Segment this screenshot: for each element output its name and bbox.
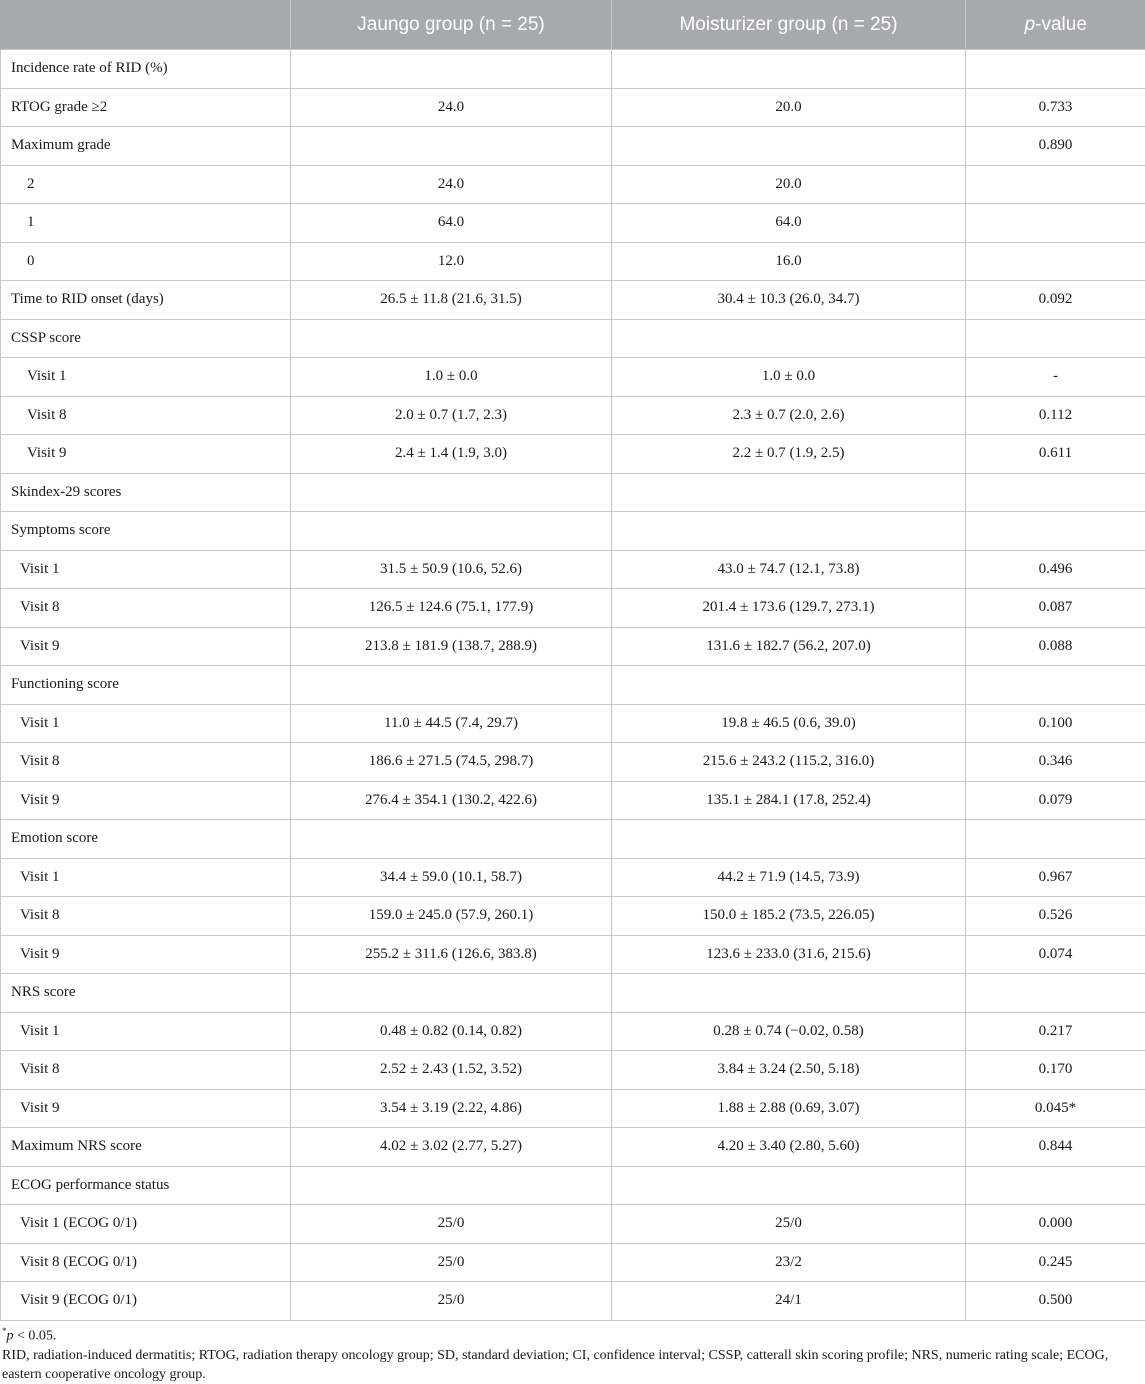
moisturizer-cell: 150.0 ± 185.2 (73.5, 226.05) [612,897,966,936]
moisturizer-cell: 20.0 [612,165,966,204]
moisturizer-cell: 25/0 [612,1205,966,1244]
table-row [1,550,1145,589]
row-label-cell: RTOG grade ≥2 [1,88,291,127]
moisturizer-cell: 215.6 ± 243.2 (115.2, 316.0) [612,743,966,782]
abbreviations-footnote: RID, radiation-induced dermatitis; RTOG, radiation therapy oncology group; SD, standard deviation; CI, confidence interval; CSSP, catterall skin scoring profile; NRS, numeric rating scale; ECOG, eastern cooperative oncology group. [2,1347,1109,1382]
jaungo-cell [291,974,612,1013]
table-row [1,88,1145,127]
p-value-cell: 0.733 [966,88,1145,127]
table-row [1,1012,1145,1051]
table-row [1,1282,1145,1321]
p-value-cell: 0.045* [966,1089,1145,1128]
p-value-cell: - [966,358,1145,397]
row-label-cell: Visit 9 [1,1089,291,1128]
moisturizer-cell: 20.0 [612,88,966,127]
header-moisturizer-group: Moisturizer group (n = 25) [612,0,966,50]
jaungo-cell: 25/0 [291,1282,612,1321]
table-row [1,396,1145,435]
moisturizer-cell: 1.0 ± 0.0 [612,358,966,397]
jaungo-cell: 64.0 [291,204,612,243]
moisturizer-cell: 1.88 ± 2.88 (0.69, 3.07) [612,1089,966,1128]
p-value-cell: 0.170 [966,1051,1145,1090]
jaungo-cell: 2.52 ± 2.43 (1.52, 3.52) [291,1051,612,1090]
row-label-cell: Visit 9 [1,781,291,820]
jaungo-cell: 1.0 ± 0.0 [291,358,612,397]
row-label-cell: Symptoms score [1,512,291,551]
row-label-cell: 1 [1,204,291,243]
p-value-cell: 0.000 [966,1205,1145,1244]
header-variable [1,0,291,50]
moisturizer-cell [612,1166,966,1205]
row-label-cell: Visit 9 [1,627,291,666]
p-value-cell [966,165,1145,204]
significance-footnote [2,1322,1142,1346]
p-value-cell: 0.611 [966,435,1145,474]
moisturizer-cell [612,319,966,358]
p-value-cell: 0.346 [966,743,1145,782]
jaungo-cell [291,50,612,89]
row-label-cell: Maximum NRS score [1,1128,291,1167]
p-value-cell [966,1166,1145,1205]
moisturizer-cell: 23/2 [612,1243,966,1282]
table-row [1,127,1145,166]
jaungo-cell: 126.5 ± 124.6 (75.1, 177.9) [291,589,612,628]
p-value-cell: 0.088 [966,627,1145,666]
jaungo-cell: 24.0 [291,88,612,127]
p-value-cell: 0.245 [966,1243,1145,1282]
row-label-cell: Visit 8 [1,743,291,782]
table-row [1,935,1145,974]
jaungo-cell: 26.5 ± 11.8 (21.6, 31.5) [291,281,612,320]
table-row [1,1128,1145,1167]
jaungo-cell [291,666,612,705]
moisturizer-cell: 64.0 [612,204,966,243]
moisturizer-cell [612,50,966,89]
row-label-cell: Visit 1 [1,858,291,897]
p-value-cell [966,512,1145,551]
moisturizer-cell: 44.2 ± 71.9 (14.5, 73.9) [612,858,966,897]
jaungo-cell: 11.0 ± 44.5 (7.4, 29.7) [291,704,612,743]
jaungo-cell: 31.5 ± 50.9 (10.6, 52.6) [291,550,612,589]
table-row [1,281,1145,320]
jaungo-cell: 255.2 ± 311.6 (126.6, 383.8) [291,935,612,974]
p-value-cell: 0.087 [966,589,1145,628]
row-label-cell: CSSP score [1,319,291,358]
sig-marker: * [2,1326,7,1336]
row-label-cell: Incidence rate of RID (%) [1,50,291,89]
table-body [1,50,1145,1321]
moisturizer-cell: 4.20 ± 3.40 (2.80, 5.60) [612,1128,966,1167]
p-value-cell: 0.217 [966,1012,1145,1051]
jaungo-cell: 213.8 ± 181.9 (138.7, 288.9) [291,627,612,666]
p-value-cell: 0.890 [966,127,1145,166]
moisturizer-cell: 2.2 ± 0.7 (1.9, 2.5) [612,435,966,474]
table-row [1,165,1145,204]
table-row [1,666,1145,705]
row-label-cell: Visit 1 [1,550,291,589]
p-value-cell: 0.967 [966,858,1145,897]
jaungo-cell: 2.4 ± 1.4 (1.9, 3.0) [291,435,612,474]
row-label-cell: Skindex-29 scores [1,473,291,512]
table-row [1,858,1145,897]
jaungo-cell: 25/0 [291,1243,612,1282]
header-jaungo-group: Jaungo group (n = 25) [291,0,612,50]
table-row [1,897,1145,936]
jaungo-cell: 34.4 ± 59.0 (10.1, 58.7) [291,858,612,897]
header-p-value [966,0,1145,50]
table-row [1,204,1145,243]
p-value-cell: 0.496 [966,550,1145,589]
p-value-cell: 0.100 [966,704,1145,743]
p-value-cell [966,666,1145,705]
jaungo-cell [291,473,612,512]
moisturizer-cell: 16.0 [612,242,966,281]
row-label-cell: Visit 1 [1,704,291,743]
row-label-cell: Visit 8 [1,589,291,628]
table-row [1,589,1145,628]
sig-threshold: < 0.05. [13,1328,57,1344]
row-label-cell: Visit 1 [1,1012,291,1051]
table-row [1,743,1145,782]
table-row [1,1089,1145,1128]
p-value-cell [966,473,1145,512]
jaungo-cell [291,820,612,859]
table-row [1,319,1145,358]
table-row [1,974,1145,1013]
moisturizer-cell: 0.28 ± 0.74 (−0.02, 0.58) [612,1012,966,1051]
moisturizer-cell: 131.6 ± 182.7 (56.2, 207.0) [612,627,966,666]
table-row [1,1051,1145,1090]
p-value-cell [966,974,1145,1013]
row-label-cell: Visit 8 [1,897,291,936]
jaungo-cell: 25/0 [291,1205,612,1244]
moisturizer-cell: 135.1 ± 284.1 (17.8, 252.4) [612,781,966,820]
row-label-cell: Maximum grade [1,127,291,166]
table-row [1,1205,1145,1244]
p-value-cell [966,319,1145,358]
row-label-cell: Visit 9 (ECOG 0/1) [1,1282,291,1321]
table-row [1,781,1145,820]
p-value-cell: 0.074 [966,935,1145,974]
moisturizer-cell: 19.8 ± 46.5 (0.6, 39.0) [612,704,966,743]
p-value-cell: 0.526 [966,897,1145,936]
row-label-cell: Emotion score [1,820,291,859]
sig-p-italic: p [6,1328,14,1344]
moisturizer-cell: 2.3 ± 0.7 (2.0, 2.6) [612,396,966,435]
jaungo-cell: 0.48 ± 0.82 (0.14, 0.82) [291,1012,612,1051]
row-label-cell: Visit 8 [1,1051,291,1090]
moisturizer-cell [612,127,966,166]
row-label-cell: 2 [1,165,291,204]
p-value-cell: 0.844 [966,1128,1145,1167]
moisturizer-cell [612,820,966,859]
table-row [1,704,1145,743]
table-row [1,820,1145,859]
moisturizer-cell: 3.84 ± 3.24 (2.50, 5.18) [612,1051,966,1090]
row-label-cell: Visit 8 (ECOG 0/1) [1,1243,291,1282]
row-label-cell: Visit 8 [1,396,291,435]
p-value-cell [966,50,1145,89]
p-value-cell: 0.092 [966,281,1145,320]
moisturizer-cell: 201.4 ± 173.6 (129.7, 273.1) [612,589,966,628]
table-row [1,1166,1145,1205]
jaungo-cell [291,127,612,166]
table-row [1,1243,1145,1282]
jaungo-cell: 24.0 [291,165,612,204]
table-row [1,435,1145,474]
moisturizer-cell: 43.0 ± 74.7 (12.1, 73.8) [612,550,966,589]
moisturizer-cell [612,974,966,1013]
p-value-cell: 0.079 [966,781,1145,820]
jaungo-cell [291,512,612,551]
row-label-cell: ECOG performance status [1,1166,291,1205]
row-label-cell: Functioning score [1,666,291,705]
row-label-cell: Time to RID onset (days) [1,281,291,320]
table-row [1,627,1145,666]
p-value-cell: 0.500 [966,1282,1145,1321]
moisturizer-cell [612,666,966,705]
jaungo-cell: 159.0 ± 245.0 (57.9, 260.1) [291,897,612,936]
jaungo-cell: 3.54 ± 3.19 (2.22, 4.86) [291,1089,612,1128]
jaungo-cell [291,1166,612,1205]
table-row [1,242,1145,281]
row-label-cell: Visit 1 (ECOG 0/1) [1,1205,291,1244]
header-p-italic: p [1024,13,1036,35]
table-row [1,512,1145,551]
row-label-cell: 0 [1,242,291,281]
table-footnotes [2,1322,1142,1384]
jaungo-cell: 12.0 [291,242,612,281]
header-row [1,0,1145,50]
moisturizer-cell [612,512,966,551]
jaungo-cell: 4.02 ± 3.02 (2.77, 5.27) [291,1128,612,1167]
moisturizer-cell: 24/1 [612,1282,966,1321]
header-p-rest: -value [1035,13,1087,35]
row-label-cell: Visit 9 [1,435,291,474]
moisturizer-cell: 30.4 ± 10.3 (26.0, 34.7) [612,281,966,320]
row-label-cell: Visit 1 [1,358,291,397]
jaungo-cell: 186.6 ± 271.5 (74.5, 298.7) [291,743,612,782]
table-row [1,50,1145,89]
table-header [1,0,1145,50]
p-value-cell [966,820,1145,859]
jaungo-cell [291,319,612,358]
moisturizer-cell: 123.6 ± 233.0 (31.6, 215.6) [612,935,966,974]
p-value-cell: 0.112 [966,396,1145,435]
row-label-cell: Visit 9 [1,935,291,974]
table-row [1,358,1145,397]
p-value-cell [966,242,1145,281]
jaungo-cell: 276.4 ± 354.1 (130.2, 422.6) [291,781,612,820]
moisturizer-cell [612,473,966,512]
jaungo-cell: 2.0 ± 0.7 (1.7, 2.3) [291,396,612,435]
p-value-cell [966,204,1145,243]
row-label-cell: NRS score [1,974,291,1013]
table-row [1,473,1145,512]
